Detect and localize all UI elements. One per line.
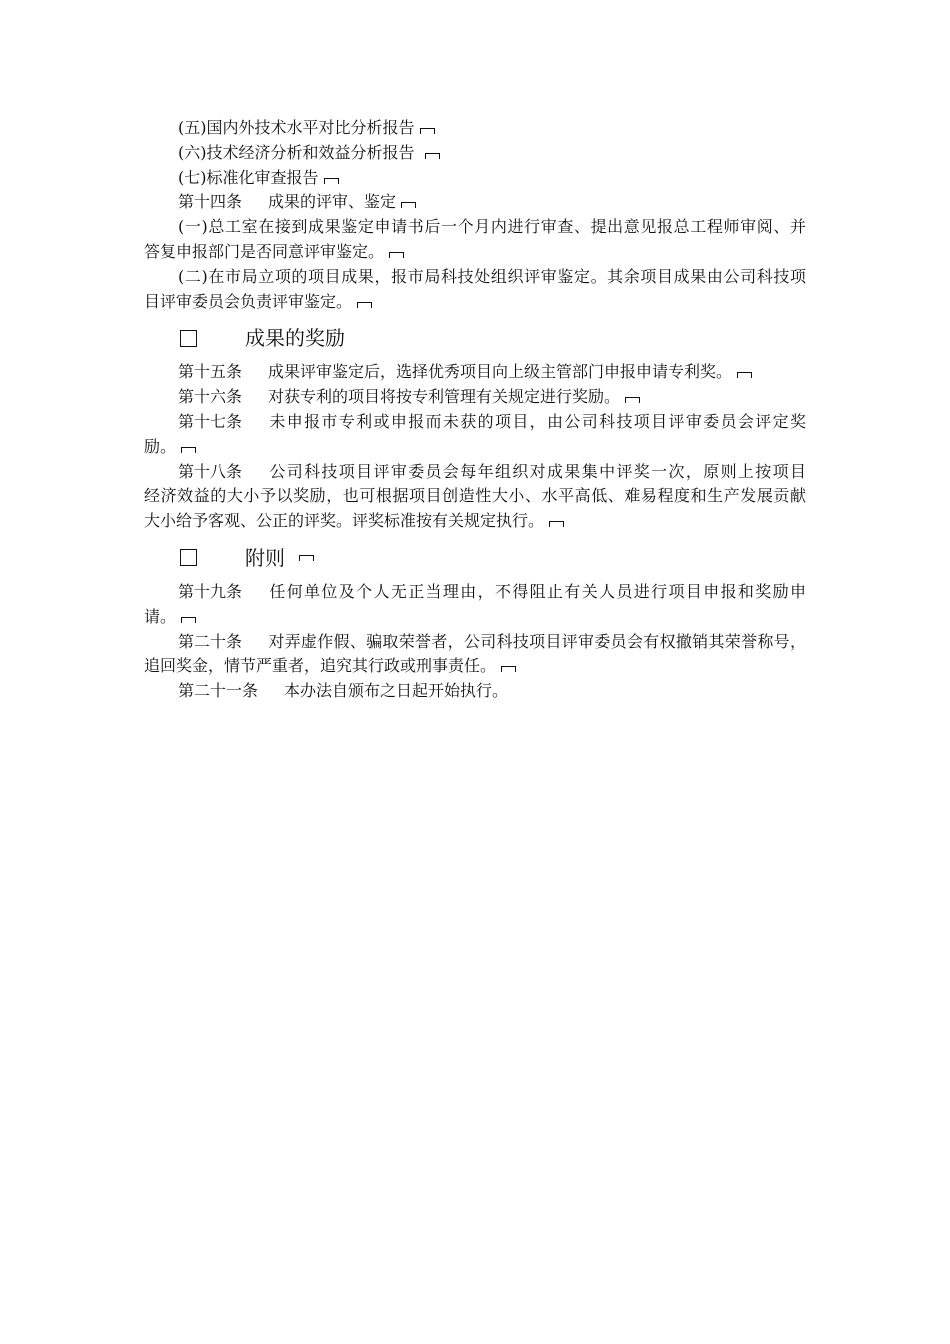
line-text: (五)国内外技术水平对比分析报告 [178,118,415,137]
paragraph [144,460,806,534]
line-text: 对获专利的项目将按专利管理有关规定进行奖励。 [268,387,621,407]
line-text: 答复申报部门是否同意评审鉴定。 [144,241,385,261]
line-text: 任何单位及个人无正当理由，不得阻止有关人员进行项目申报和奖励申 [268,581,806,601]
line-text: 成果的评审、鉴定 [268,192,397,212]
paragraph-line [144,484,806,509]
line-text: 本办法自颁布之日起开始执行。 [284,681,509,701]
paragraph-line [144,605,806,630]
paragraph-mark-icon [389,252,404,258]
paragraph-line [144,141,806,166]
paragraph-mark-icon [501,666,516,672]
paragraph-line [144,360,806,385]
article-number: 第十七条 [178,411,243,431]
article-number: 第二十条 [178,631,243,651]
heading-text: 附则 [245,545,285,570]
paragraph-mark-icon [357,302,372,308]
paragraph-mark-icon [737,372,752,378]
line-text: (一)总工室在接到成果鉴定申请书后一个月内进行审查、提出意见报总工程师审阅、并 [178,217,806,237]
article-number: 第十六条 [178,387,243,407]
paragraph-mark-icon [181,447,196,453]
line-text: 励。 [144,436,177,456]
paragraph-line [144,630,806,655]
line-text: 追回奖金，情节严重者，追究其行政或刑事责任。 [144,656,497,676]
article-number: 第二十一条 [178,681,259,701]
paragraph-mark-icon [401,202,416,208]
line-text: 经济效益的大小予以奖励，也可根据项目创造性大小、水平高低、难易程度和生产发展贡献 [144,486,806,506]
paragraph-line [144,265,806,290]
checkbox-square-icon [180,549,197,566]
line-text: 目评审委员会负责评审鉴定。 [144,291,353,311]
paragraph [144,265,806,315]
line-text: 大小给予客观、公正的评奖。评奖标准按有关规定执行。 [144,511,545,531]
line-text: 未申报市专利或申报而未获的项目，由公司科技项目评审委员会评定奖 [268,411,806,431]
paragraph-mark-icon [420,128,435,134]
checkbox-square-icon [180,330,197,347]
paragraph [144,166,806,191]
paragraph-mark-icon [549,521,564,527]
paragraph-mark-icon [324,178,339,184]
paragraph-mark-icon [299,555,314,561]
paragraph-mark-icon [425,153,440,159]
paragraph-line [144,580,806,605]
section-heading [144,326,806,350]
paragraph [144,385,806,410]
paragraph-line [144,509,806,534]
paragraph-line [144,654,806,679]
line-text: 请。 [144,606,177,626]
line-text: 公司科技项目评审委员会每年组织对成果集中评奖一次，原则上按项目 [268,461,806,481]
article-number: 第十五条 [178,362,243,382]
paragraph [144,410,806,460]
article-number: 第十八条 [178,461,243,481]
article-number: 第十四条 [178,192,243,212]
paragraph-line [144,290,806,315]
paragraph-line [144,679,806,704]
article-number: 第十九条 [178,581,243,601]
paragraph [144,141,806,166]
paragraph [144,630,806,680]
line-text: (六)技术经济分析和效益分析报告 [178,142,420,162]
section-heading [144,546,806,570]
paragraph [144,215,806,265]
paragraph-line [144,410,806,435]
paragraph-line [144,215,806,240]
paragraph-mark-icon [625,397,640,403]
paragraph-line [144,240,806,265]
paragraph [144,679,806,704]
paragraph [144,116,806,141]
paragraph-line [144,435,806,460]
paragraph [144,580,806,630]
line-text: 对弄虚作假、骗取荣誉者，公司科技项目评审委员会有权撤销其荣誉称号， [268,631,806,651]
paragraph-line [144,166,806,191]
line-text: (七)标准化审查报告 [178,167,319,187]
paragraph-line [144,190,806,215]
paragraph [144,360,806,385]
paragraph-mark-icon [181,617,196,623]
heading-text: 成果的奖励 [245,326,345,351]
line-text: (二)在市局立项的项目成果，报市局科技处组织评审鉴定。其余项目成果由公司科技项 [178,266,806,286]
paragraph-line [144,385,806,410]
paragraph-line [144,460,806,485]
line-text: 成果评审鉴定后，选择优秀项目向上级主管部门申报申请专利奖。 [268,362,733,382]
paragraph-line [144,116,806,141]
paragraph [144,190,806,215]
document-page [144,116,806,704]
